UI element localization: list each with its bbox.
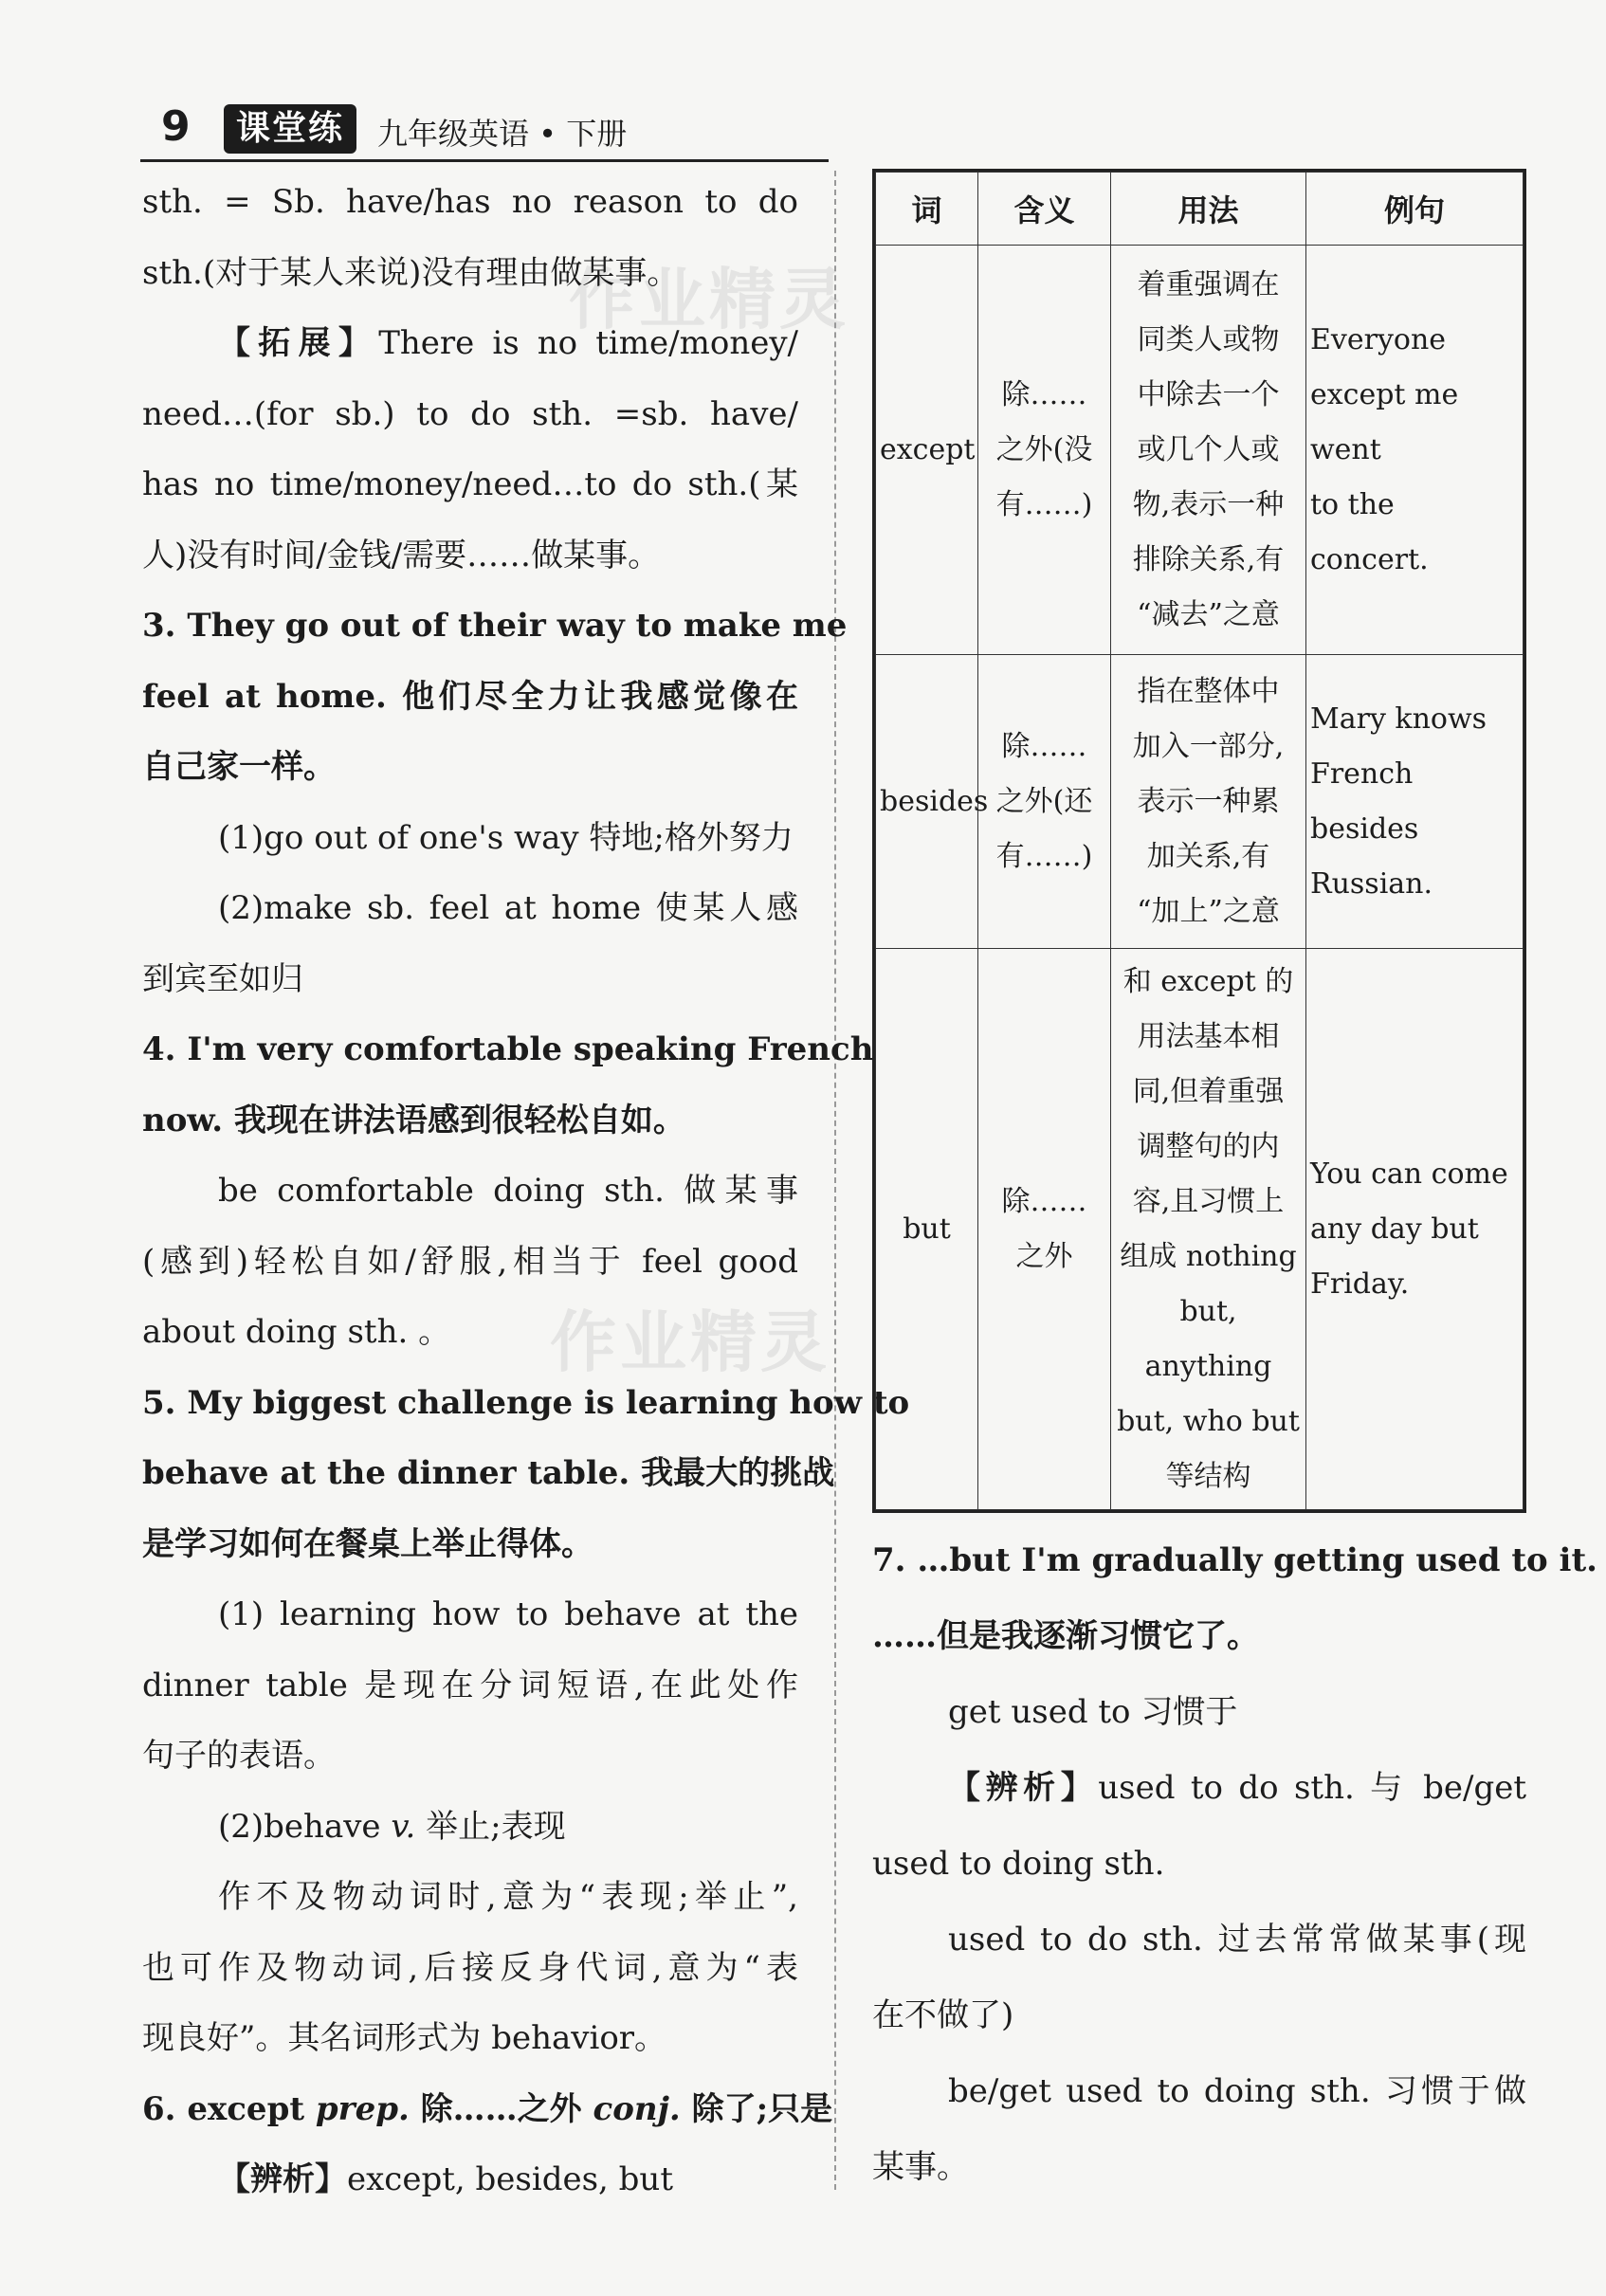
cell-line: but, anything: [1144, 1294, 1272, 1383]
pos-tag: conj.: [593, 2089, 681, 2128]
cell-line: but, who but: [1117, 1404, 1300, 1438]
cell-line: “减去”之意: [1137, 597, 1280, 631]
cell-example: [1306, 949, 1524, 1510]
cell-usage: [1111, 949, 1306, 1510]
header-rule: [140, 159, 829, 162]
sentence-3-translation: 自己家一样。: [142, 748, 336, 786]
cell-line: “加上”之意: [1137, 894, 1280, 928]
cell-usage: [1111, 655, 1306, 949]
cell-meaning: [978, 655, 1111, 949]
cell-line: 调整句的内: [1137, 1129, 1280, 1163]
cell-line: any day but: [1310, 1212, 1479, 1246]
cell-line: 除……: [1001, 377, 1087, 411]
text: 举止;表现: [415, 1807, 566, 1846]
text-line: sth. = Sb. have/has no reason to do: [142, 183, 798, 221]
right-column: [872, 1522, 1597, 2205]
cell-line: except me went: [1310, 377, 1459, 466]
header-meaning: 含义: [978, 173, 1111, 246]
sentence-3: 3. They go out of their way to make me: [142, 607, 848, 645]
header-example: 例句: [1306, 173, 1524, 246]
pos-tag: v.: [391, 1807, 416, 1846]
column-divider: [834, 171, 836, 2190]
text-line: need…(for sb.) to do sth. =sb. have/: [142, 394, 798, 433]
pos-tag: prep.: [315, 2089, 410, 2128]
table-header-row: [876, 173, 1524, 246]
text-line: [142, 308, 798, 379]
cell-line: 指在整体中: [1137, 674, 1280, 708]
header-usage: 用法: [1111, 173, 1306, 246]
cell-meaning: [978, 949, 1111, 1510]
cell-line: 除……: [1001, 1184, 1087, 1218]
text-line: 人)没有时间/金钱/需要……做某事。: [142, 536, 661, 574]
text-line: used to do sth. 过去常常做某事(现: [948, 1921, 1526, 1959]
cell-line: to the concert.: [1310, 487, 1429, 576]
cell-line: 之外: [1015, 1239, 1073, 1273]
cell-word: besides: [876, 655, 978, 949]
book-badge: 课堂练: [224, 104, 356, 154]
cell-word: but: [876, 949, 978, 1510]
cell-line: 组成 nothing: [1120, 1239, 1297, 1273]
sentence-4: 4. I'm very comfortable speaking French: [142, 1030, 874, 1068]
text-line: 到宾至如归: [142, 959, 303, 998]
cell-line: 用法基本相: [1137, 1019, 1280, 1053]
cell-line: French besides: [1310, 756, 1419, 846]
cell-word: except: [876, 246, 978, 655]
text-line: used to doing sth.: [872, 1845, 1165, 1883]
text-line: 某事。: [872, 2148, 969, 2186]
cell-line: 中除去一个: [1137, 377, 1280, 411]
text-line: has no time/money/need…to do sth.(某: [142, 465, 798, 503]
cell-line: Everyone: [1310, 322, 1447, 356]
sentence-7-translation: ……但是我逐渐习惯它了。: [872, 1617, 1259, 1655]
text-line: 也可作及物动词,后接反身代词,意为“表: [142, 1948, 798, 1987]
table-row: [876, 949, 1524, 1510]
text-line: [872, 1750, 1526, 1826]
cell-line: 除……: [1001, 729, 1087, 763]
comparison-table: [872, 169, 1526, 1513]
sentence-4-translation: now. 我现在讲法语感到很轻松自如。: [142, 1101, 685, 1139]
extension-tag: 【拓展】: [218, 324, 379, 362]
text: 除……之外: [409, 2089, 593, 2128]
watermark: 作业精灵: [550, 1303, 830, 1381]
entry-6: [142, 2074, 833, 2145]
cell-line: 同类人或物: [1137, 322, 1280, 356]
text-line: sth.(对于某人来说)没有理由做某事。: [142, 253, 680, 292]
cell-line: 和 except 的: [1122, 964, 1294, 998]
cell-example: [1306, 246, 1524, 655]
cell-line: Mary knows: [1310, 702, 1487, 736]
sentence-3-translation: feel at home. 他们尽全力让我感觉像在: [142, 677, 798, 716]
cell-line: 同,但着重强: [1132, 1074, 1285, 1108]
text: except, besides, but: [347, 2160, 673, 2198]
text-line: dinner table 是现在分词短语,在此处作: [142, 1666, 798, 1704]
table-row: [876, 246, 1524, 655]
page-number: 9: [161, 102, 191, 151]
text: There is no time/money/: [378, 324, 798, 362]
book-subtitle: 九年级英语 • 下册: [377, 116, 628, 152]
cell-line: 之外(没: [995, 432, 1093, 466]
cell-usage: [1111, 246, 1306, 655]
cell-line: 加关系,有: [1146, 839, 1270, 873]
cell-line: 排除关系,有: [1132, 542, 1285, 576]
text-line: (2)make sb. feel at home 使某人感: [218, 889, 798, 927]
cell-line: 着重强调在: [1137, 267, 1280, 301]
cell-line: 有……): [995, 839, 1093, 873]
cell-line: You can come: [1310, 1157, 1508, 1191]
text-line: get used to 习惯于: [948, 1693, 1238, 1731]
left-column: [142, 167, 910, 2215]
text-line: (感到)轻松自如/舒服,相当于 feel good: [142, 1242, 798, 1281]
text: 除了;只是: [680, 2089, 833, 2128]
text-line: be comfortable doing sth. 做某事: [218, 1172, 798, 1210]
text-line: [142, 1792, 798, 1863]
header-word: 词: [876, 173, 978, 246]
cell-line: 容,且习惯上: [1132, 1184, 1285, 1218]
cell-line: 有……): [995, 487, 1093, 521]
text: 6. except: [142, 2089, 316, 2128]
cell-line: 或几个人或: [1137, 432, 1280, 466]
analysis-tag: 【辨析】: [948, 1769, 1099, 1807]
sentence-5: 5. My biggest challenge is learning how to: [142, 1383, 910, 1422]
table-row: [876, 655, 1524, 949]
text-line: about doing sth. 。: [142, 1313, 451, 1351]
cell-line: 之外(还: [995, 784, 1093, 818]
cell-line: 表示一种累: [1137, 784, 1280, 818]
text-line: [142, 2144, 798, 2215]
watermark: 作业精灵: [569, 261, 849, 338]
text-line: be/get used to doing sth. 习惯于做: [948, 2072, 1526, 2110]
text-line: 在不做了): [872, 1996, 1014, 2034]
cell-line: Russian.: [1310, 866, 1433, 901]
cell-line: 加入一部分,: [1132, 729, 1285, 763]
cell-example: [1306, 655, 1524, 949]
text-line: 句子的表语。: [142, 1737, 336, 1775]
text-line: 现良好”。其名词形式为 behavior。: [142, 2019, 667, 2057]
text: used to do sth. 与 be/get: [1098, 1769, 1527, 1807]
text-line: (1)go out of one's way 特地;格外努力: [218, 818, 794, 857]
sentence-5-translation: 是学习如何在餐桌上举止得体。: [142, 1524, 593, 1563]
text-line: 作不及物动词时,意为“表现;举止”,: [218, 1878, 798, 1916]
cell-line: Friday.: [1310, 1266, 1410, 1301]
sentence-7: 7. …but I'm gradually getting used to it.: [872, 1541, 1597, 1579]
sentence-5: behave at the dinner table. 我最大的挑战: [142, 1454, 835, 1492]
analysis-tag: 【辨析】: [218, 2160, 347, 2198]
cell-line: 物,表示一种: [1132, 487, 1285, 521]
text: (2)behave: [218, 1807, 392, 1846]
cell-meaning: [978, 246, 1111, 655]
cell-line: 等结构: [1165, 1459, 1251, 1493]
text-line: (1) learning how to behave at the: [218, 1595, 798, 1633]
